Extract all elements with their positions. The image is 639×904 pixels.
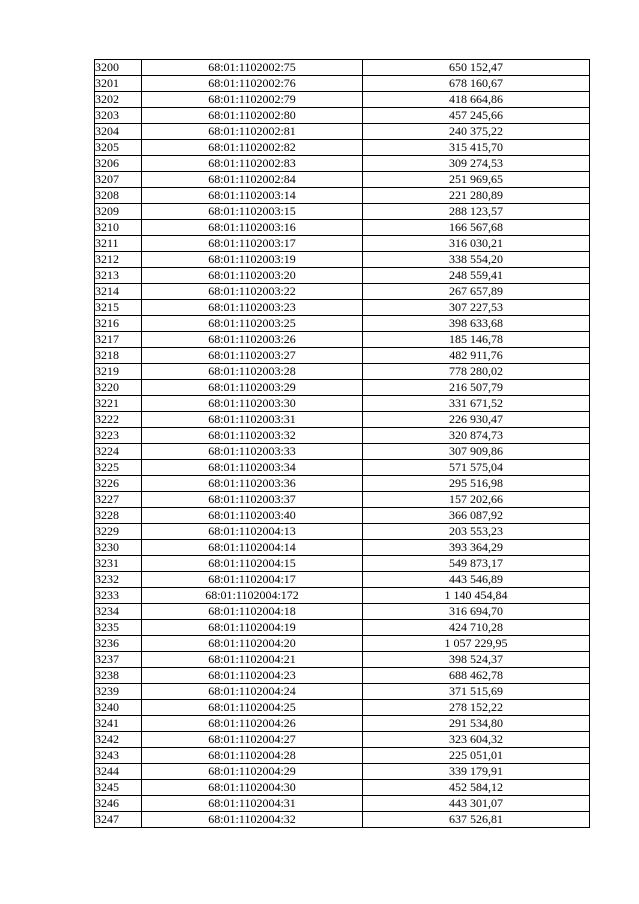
row-number-cell: 3216: [95, 316, 142, 332]
cadastral-number-cell: 68:01:1102003:28: [142, 364, 363, 380]
cadastral-value-cell: 366 087,92: [363, 508, 590, 524]
table-row: [95, 796, 590, 812]
cadastral-value-cell: 549 873,17: [363, 556, 590, 572]
cadastral-number-cell: 68:01:1102002:84: [142, 172, 363, 188]
cadastral-number-cell: 68:01:1102002:79: [142, 92, 363, 108]
table-row: [95, 748, 590, 764]
cadastral-value-cell: 157 202,66: [363, 492, 590, 508]
table-row: [95, 684, 590, 700]
table-row: [95, 588, 590, 604]
table-row: [95, 316, 590, 332]
cadastral-number-cell: 68:01:1102003:19: [142, 252, 363, 268]
cadastral-number-cell: 68:01:1102004:17: [142, 572, 363, 588]
table-row: [95, 428, 590, 444]
row-number-cell: 3226: [95, 476, 142, 492]
cadastral-number-cell: 68:01:1102004:26: [142, 716, 363, 732]
cadastral-number-cell: 68:01:1102003:14: [142, 188, 363, 204]
row-number-cell: 3228: [95, 508, 142, 524]
table-row: [95, 252, 590, 268]
row-number-cell: 3203: [95, 108, 142, 124]
cadastral-number-cell: 68:01:1102004:31: [142, 796, 363, 812]
row-number-cell: 3219: [95, 364, 142, 380]
cadastral-value-cell: 216 507,79: [363, 380, 590, 396]
row-number-cell: 3224: [95, 444, 142, 460]
cadastral-number-cell: 68:01:1102004:28: [142, 748, 363, 764]
row-number-cell: 3233: [95, 588, 142, 604]
cadastral-number-cell: 68:01:1102003:36: [142, 476, 363, 492]
cadastral-number-cell: 68:01:1102003:20: [142, 268, 363, 284]
cadastral-value-table: [94, 59, 590, 828]
cadastral-value-cell: 678 160,67: [363, 76, 590, 92]
table-row: [95, 60, 590, 76]
table-row: [95, 396, 590, 412]
table-row: [95, 188, 590, 204]
row-number-cell: 3200: [95, 60, 142, 76]
table-row: [95, 300, 590, 316]
cadastral-value-cell: 316 694,70: [363, 604, 590, 620]
row-number-cell: 3214: [95, 284, 142, 300]
row-number-cell: 3230: [95, 540, 142, 556]
row-number-cell: 3210: [95, 220, 142, 236]
row-number-cell: 3243: [95, 748, 142, 764]
cadastral-value-cell: 338 554,20: [363, 252, 590, 268]
table-row: [95, 668, 590, 684]
row-number-cell: 3238: [95, 668, 142, 684]
cadastral-number-cell: 68:01:1102004:29: [142, 764, 363, 780]
row-number-cell: 3217: [95, 332, 142, 348]
cadastral-number-cell: 68:01:1102003:16: [142, 220, 363, 236]
cadastral-number-cell: 68:01:1102003:29: [142, 380, 363, 396]
row-number-cell: 3215: [95, 300, 142, 316]
cadastral-number-cell: 68:01:1102002:81: [142, 124, 363, 140]
table-row: [95, 508, 590, 524]
cadastral-value-cell: 637 526,81: [363, 812, 590, 828]
row-number-cell: 3234: [95, 604, 142, 620]
cadastral-value-cell: 393 364,29: [363, 540, 590, 556]
cadastral-number-cell: 68:01:1102004:172: [142, 588, 363, 604]
table-row: [95, 332, 590, 348]
cadastral-number-cell: 68:01:1102003:32: [142, 428, 363, 444]
cadastral-value-cell: 571 575,04: [363, 460, 590, 476]
cadastral-value-cell: 482 911,76: [363, 348, 590, 364]
cadastral-number-cell: 68:01:1102002:80: [142, 108, 363, 124]
cadastral-value-cell: 221 280,89: [363, 188, 590, 204]
cadastral-number-cell: 68:01:1102003:34: [142, 460, 363, 476]
row-number-cell: 3247: [95, 812, 142, 828]
row-number-cell: 3241: [95, 716, 142, 732]
cadastral-number-cell: 68:01:1102003:15: [142, 204, 363, 220]
row-number-cell: 3242: [95, 732, 142, 748]
table-row: [95, 156, 590, 172]
cadastral-value-cell: 225 051,01: [363, 748, 590, 764]
cadastral-value-cell: 398 524,37: [363, 652, 590, 668]
cadastral-number-cell: 68:01:1102004:20: [142, 636, 363, 652]
cadastral-value-cell: 398 633,68: [363, 316, 590, 332]
cadastral-value-cell: 650 152,47: [363, 60, 590, 76]
row-number-cell: 3229: [95, 524, 142, 540]
cadastral-value-cell: 418 664,86: [363, 92, 590, 108]
cadastral-value-cell: 778 280,02: [363, 364, 590, 380]
row-number-cell: 3231: [95, 556, 142, 572]
cadastral-number-cell: 68:01:1102003:26: [142, 332, 363, 348]
table-row: [95, 476, 590, 492]
cadastral-number-cell: 68:01:1102003:40: [142, 508, 363, 524]
cadastral-value-cell: 688 462,78: [363, 668, 590, 684]
table-row: [95, 492, 590, 508]
cadastral-value-cell: 443 546,89: [363, 572, 590, 588]
cadastral-number-cell: 68:01:1102002:83: [142, 156, 363, 172]
cadastral-number-cell: 68:01:1102004:25: [142, 700, 363, 716]
cadastral-value-cell: 424 710,28: [363, 620, 590, 636]
table-row: [95, 812, 590, 828]
cadastral-number-cell: 68:01:1102004:24: [142, 684, 363, 700]
cadastral-value-cell: 452 584,12: [363, 780, 590, 796]
table-row: [95, 140, 590, 156]
cadastral-value-cell: 316 030,21: [363, 236, 590, 252]
cadastral-number-cell: 68:01:1102002:76: [142, 76, 363, 92]
row-number-cell: 3220: [95, 380, 142, 396]
cadastral-number-cell: 68:01:1102004:27: [142, 732, 363, 748]
row-number-cell: 3222: [95, 412, 142, 428]
table-row: [95, 604, 590, 620]
row-number-cell: 3204: [95, 124, 142, 140]
table-row: [95, 444, 590, 460]
row-number-cell: 3212: [95, 252, 142, 268]
table-row: [95, 220, 590, 236]
cadastral-number-cell: 68:01:1102003:17: [142, 236, 363, 252]
row-number-cell: 3218: [95, 348, 142, 364]
row-number-cell: 3209: [95, 204, 142, 220]
cadastral-number-cell: 68:01:1102003:33: [142, 444, 363, 460]
cadastral-value-cell: 185 146,78: [363, 332, 590, 348]
row-number-cell: 3246: [95, 796, 142, 812]
cadastral-value-cell: 291 534,80: [363, 716, 590, 732]
cadastral-value-cell: 315 415,70: [363, 140, 590, 156]
table-row: [95, 380, 590, 396]
table-row: [95, 556, 590, 572]
table-row: [95, 124, 590, 140]
cadastral-number-cell: 68:01:1102004:30: [142, 780, 363, 796]
cadastral-number-cell: 68:01:1102004:18: [142, 604, 363, 620]
row-number-cell: 3201: [95, 76, 142, 92]
row-number-cell: 3221: [95, 396, 142, 412]
table-row: [95, 412, 590, 428]
table-row: [95, 204, 590, 220]
table-row: [95, 76, 590, 92]
cadastral-value-cell: 443 301,07: [363, 796, 590, 812]
table-row: [95, 92, 590, 108]
row-number-cell: 3223: [95, 428, 142, 444]
row-number-cell: 3244: [95, 764, 142, 780]
row-number-cell: 3211: [95, 236, 142, 252]
cadastral-value-cell: 1 140 454,84: [363, 588, 590, 604]
table-body: [95, 60, 590, 828]
cadastral-number-cell: 68:01:1102003:31: [142, 412, 363, 428]
cadastral-value-cell: 331 671,52: [363, 396, 590, 412]
cadastral-number-cell: 68:01:1102003:30: [142, 396, 363, 412]
table-row: [95, 716, 590, 732]
cadastral-value-cell: 320 874,73: [363, 428, 590, 444]
row-number-cell: 3237: [95, 652, 142, 668]
cadastral-number-cell: 68:01:1102003:23: [142, 300, 363, 316]
table-row: [95, 460, 590, 476]
row-number-cell: 3235: [95, 620, 142, 636]
cadastral-value-cell: 307 227,53: [363, 300, 590, 316]
cadastral-number-cell: 68:01:1102004:19: [142, 620, 363, 636]
table-row: [95, 364, 590, 380]
table-row: [95, 572, 590, 588]
cadastral-number-cell: 68:01:1102003:27: [142, 348, 363, 364]
cadastral-number-cell: 68:01:1102003:37: [142, 492, 363, 508]
table-row: [95, 268, 590, 284]
row-number-cell: 3205: [95, 140, 142, 156]
cadastral-value-cell: 288 123,57: [363, 204, 590, 220]
cadastral-number-cell: 68:01:1102002:82: [142, 140, 363, 156]
table-row: [95, 348, 590, 364]
row-number-cell: 3202: [95, 92, 142, 108]
cadastral-value-cell: 226 930,47: [363, 412, 590, 428]
cadastral-value-cell: 295 516,98: [363, 476, 590, 492]
cadastral-number-cell: 68:01:1102004:32: [142, 812, 363, 828]
table-row: [95, 524, 590, 540]
table-row: [95, 284, 590, 300]
table-row: [95, 108, 590, 124]
cadastral-value-cell: 166 567,68: [363, 220, 590, 236]
row-number-cell: 3206: [95, 156, 142, 172]
cadastral-value-cell: 323 604,32: [363, 732, 590, 748]
cadastral-number-cell: 68:01:1102003:25: [142, 316, 363, 332]
row-number-cell: 3232: [95, 572, 142, 588]
cadastral-value-cell: 339 179,91: [363, 764, 590, 780]
row-number-cell: 3239: [95, 684, 142, 700]
row-number-cell: 3245: [95, 780, 142, 796]
cadastral-value-cell: 457 245,66: [363, 108, 590, 124]
row-number-cell: 3208: [95, 188, 142, 204]
cadastral-number-cell: 68:01:1102004:15: [142, 556, 363, 572]
cadastral-value-cell: 267 657,89: [363, 284, 590, 300]
table-row: [95, 636, 590, 652]
cadastral-number-cell: 68:01:1102003:22: [142, 284, 363, 300]
table-row: [95, 700, 590, 716]
cadastral-value-cell: 307 909,86: [363, 444, 590, 460]
table-row: [95, 236, 590, 252]
row-number-cell: 3213: [95, 268, 142, 284]
row-number-cell: 3225: [95, 460, 142, 476]
row-number-cell: 3207: [95, 172, 142, 188]
cadastral-value-cell: 240 375,22: [363, 124, 590, 140]
cadastral-number-cell: 68:01:1102004:14: [142, 540, 363, 556]
table-row: [95, 172, 590, 188]
cadastral-value-cell: 371 515,69: [363, 684, 590, 700]
table-row: [95, 620, 590, 636]
table-row: [95, 780, 590, 796]
cadastral-value-cell: 278 152,22: [363, 700, 590, 716]
cadastral-value-cell: 1 057 229,95: [363, 636, 590, 652]
cadastral-value-cell: 251 969,65: [363, 172, 590, 188]
cadastral-value-cell: 203 553,23: [363, 524, 590, 540]
cadastral-number-cell: 68:01:1102004:23: [142, 668, 363, 684]
cadastral-number-cell: 68:01:1102002:75: [142, 60, 363, 76]
cadastral-number-cell: 68:01:1102004:21: [142, 652, 363, 668]
table-row: [95, 652, 590, 668]
cadastral-number-cell: 68:01:1102004:13: [142, 524, 363, 540]
row-number-cell: 3240: [95, 700, 142, 716]
table-row: [95, 540, 590, 556]
table-row: [95, 764, 590, 780]
row-number-cell: 3236: [95, 636, 142, 652]
cadastral-value-cell: 309 274,53: [363, 156, 590, 172]
row-number-cell: 3227: [95, 492, 142, 508]
cadastral-value-cell: 248 559,41: [363, 268, 590, 284]
table-row: [95, 732, 590, 748]
